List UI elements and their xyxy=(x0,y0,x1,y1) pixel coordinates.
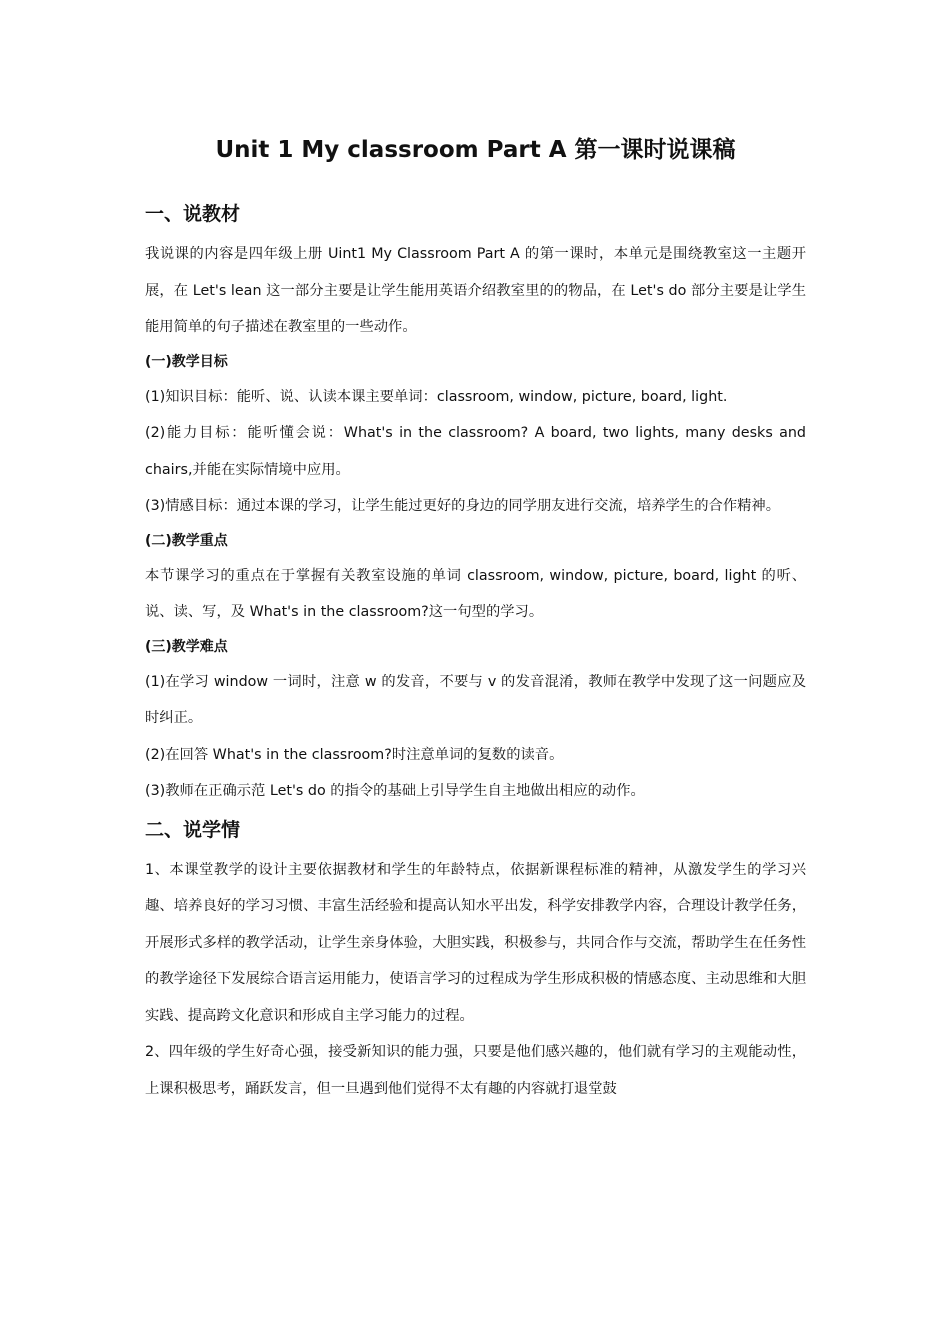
knowledge-goal-paragraph: (1)知识目标：能听、说、认读本课主要单词：classroom, window, picture, board, light. xyxy=(145,388,728,405)
teaching-difficulties-heading: (三)教学难点 xyxy=(145,638,228,655)
students-paragraph-2: 2、四年级的学生好奇心强，接受新知识的能力强，只要是他们感兴趣的，他们就有学习的主观能动性，上课积极思考，踊跃发言，但一旦遇到他们觉得不太有趣的内容就打退堂鼓 xyxy=(145,1044,806,1097)
section-heading-students: 二、说学情 xyxy=(145,818,241,841)
difficulty-3-paragraph: (3)教师在正确示范 Let's do 的指令的基础上引导学生自主地做出相应的动作。 xyxy=(145,783,645,799)
section-heading-textbook: 一、说教材 xyxy=(145,203,241,225)
students-paragraph-1: 1、本课堂教学的设计主要依据教材和学生的年龄特点，依据新课程标准的精神，从激发学生的学习兴趣、培养良好的学习习惯、丰富生活经验和提高认知水平出发，科学安排教学内容，合理设计教学任务，开展形式多样的教学活动，让学生亲身体验，大胆实践，积极参与，共同合作与交流，帮助学生在任务性的教学途径下发展综合语言运用能力，使语言学习的过程成为学生形成积极的情感态度、主动思维和大胆实践、提高跨文化意识和形成自主学习能力的过程。 xyxy=(145,861,806,1024)
ability-goal-paragraph: (2)能力目标：能听懂会说：What's in the classroom? A board, two lights, many desks and chairs,并能在实际情境中应用。 xyxy=(145,425,806,478)
difficulty-2-paragraph: (2)在回答 What's in the classroom?时注意单词的复数的读音。 xyxy=(145,746,564,763)
emotion-goal-paragraph: (3)情感目标：通过本课的学习，让学生能过更好的身边的同学朋友进行交流，培养学生的合作精神。 xyxy=(145,498,781,514)
textbook-intro-paragraph: 我说课的内容是四年级上册 Uint1 My Classroom Part A 的第一课时，本单元是围绕教室这一主题开展，在 Let's lean 这一部分主要是让学生能用英语介绍教室里的的物品，在 Let's do 部分主要是让学生能用简单的句子描述在教室里的一些动作。 xyxy=(145,246,806,335)
key-points-paragraph: 本节课学习的重点在于掌握有关教室设施的单词 classroom, window, picture, board, light 的听、说、读、写，及 What's in the classroom?这一句型的学习。 xyxy=(145,567,806,620)
teaching-key-points-heading: (二)教学重点 xyxy=(145,532,228,549)
document-body xyxy=(145,128,806,1107)
difficulty-1-paragraph: (1)在学习 window 一词时，注意 w 的发音，不要与 v 的发音混淆，教师在教学中发现了这一问题应及时纠正。 xyxy=(145,673,806,726)
document-title: Unit 1 My classroom Part A 第一课时说课稿 xyxy=(215,137,736,163)
teaching-goals-heading: (一)教学目标 xyxy=(145,353,228,370)
